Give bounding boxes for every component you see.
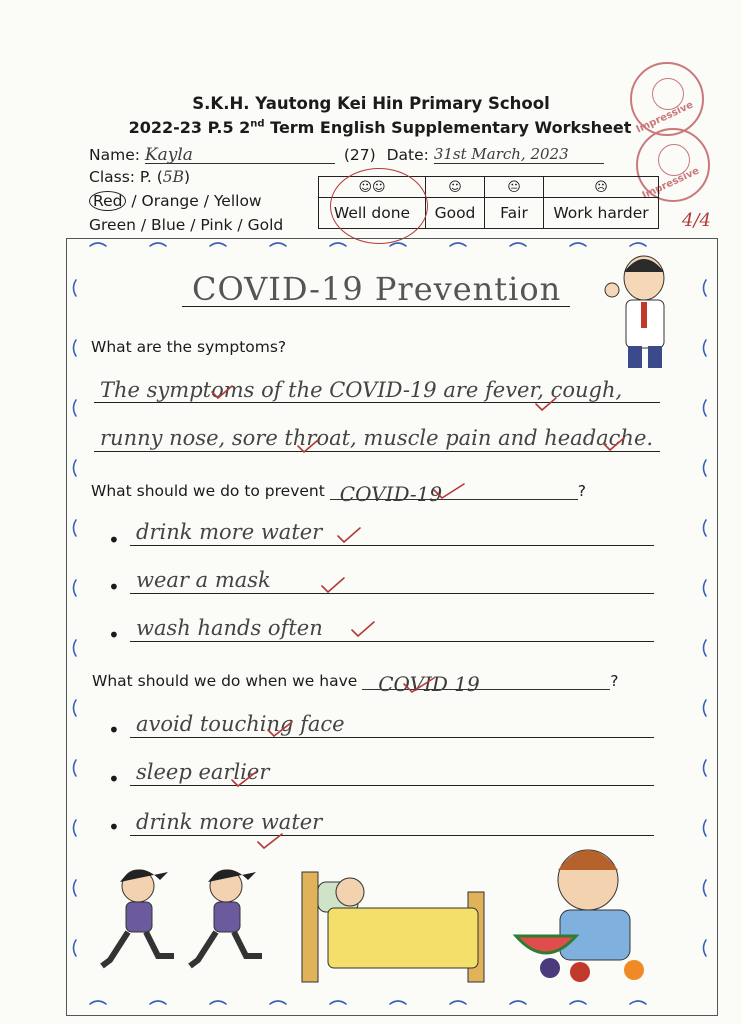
face-good: ☺ <box>426 177 485 198</box>
prevent-line-3 <box>130 641 654 642</box>
heading-sup: nd <box>250 118 265 130</box>
class-close: ) <box>184 168 191 186</box>
color-options-1: / Orange / Yellow <box>131 192 262 210</box>
face-well-done: ☺☺ <box>319 177 426 198</box>
prevent-line-2 <box>130 593 654 594</box>
rating-good: Good <box>426 198 485 229</box>
colors-row-2: Green / Blue / Pink / Gold <box>89 216 284 234</box>
selected-color: Red <box>89 191 126 211</box>
prevent-answer-3: wash hands often <box>136 616 323 640</box>
face-work-harder: ☹ <box>544 177 659 198</box>
question-symptoms: What are the symptoms? <box>91 338 287 356</box>
prevent-answer-1: drink more water <box>136 520 323 544</box>
stamp-text-1: Impressive <box>634 99 696 136</box>
bullet-4: • <box>108 718 120 742</box>
title-underline <box>182 306 570 307</box>
q2-prefix: What should we do to prevent <box>91 482 325 500</box>
rating-fair: Fair <box>485 198 544 229</box>
heading-suffix: Term English Supplementary Worksheet <box>264 118 632 137</box>
worksheet-title: COVID-19 Prevention <box>192 270 562 308</box>
bullet-1: • <box>108 528 120 552</box>
name-label: Name: <box>89 146 140 164</box>
q3-prefix: What should we do when we have <box>92 672 358 690</box>
have-answer-3: drink more water <box>136 810 323 834</box>
class-value: 5B <box>162 168 185 186</box>
prevent-line-1 <box>130 545 654 546</box>
rating-work-harder: Work harder <box>544 198 659 229</box>
prevent-answer-2: wear a mask <box>136 568 271 592</box>
bullet-3: • <box>108 623 120 647</box>
rating-well-done: Well done <box>319 198 426 229</box>
bullet-6: • <box>108 815 120 839</box>
doctor-illustration <box>600 246 680 376</box>
teacher-circle-mark <box>330 168 428 244</box>
impressive-stamp-1 <box>630 62 704 136</box>
have-line-3 <box>130 835 654 836</box>
score-mark: 4/4 <box>682 210 711 231</box>
running-children-illustration <box>98 864 298 984</box>
worksheet-heading <box>100 118 660 137</box>
eating-fruit-illustration <box>510 840 670 990</box>
q3-blank: COVID 19 <box>362 672 610 690</box>
q3-suffix: ? <box>610 672 619 690</box>
question-have <box>92 672 619 696</box>
have-answer-2: sleep earlier <box>136 760 270 784</box>
student-number: (27) <box>343 146 376 164</box>
bullet-5: • <box>108 767 120 791</box>
heading-prefix: 2022-23 P.5 2 <box>128 118 251 137</box>
class-label: Class: P. ( <box>89 168 163 186</box>
answer-line-1 <box>94 402 660 403</box>
answer-symptoms-line-2: runny nose, sore throat, muscle pain and headache. <box>100 426 654 450</box>
date-label: Date: <box>386 146 429 164</box>
stamp-text-2: Impressive <box>640 165 702 202</box>
have-line-2 <box>130 785 654 786</box>
bullet-2: • <box>108 575 120 599</box>
school-name: S.K.H. Yautong Kei Hin Primary School <box>192 94 550 113</box>
q2-blank: COVID-19 <box>330 482 578 500</box>
face-fair: 😐 <box>485 177 544 198</box>
class-row <box>89 168 190 186</box>
have-line-1 <box>130 737 654 738</box>
answer-line-2 <box>94 451 660 452</box>
q2-suffix: ? <box>577 482 586 500</box>
have-answer-1: avoid touching face <box>136 712 345 736</box>
answer-symptoms-line-1: The symptoms of the COVID-19 are fever, cough, <box>100 378 623 402</box>
colors-row-1 <box>89 192 262 210</box>
sleeping-child-illustration <box>298 852 498 992</box>
date-field: 31st March, 2023 <box>434 145 604 164</box>
name-row <box>89 145 604 164</box>
question-prevent <box>91 482 586 506</box>
name-field: Kayla <box>145 145 335 164</box>
